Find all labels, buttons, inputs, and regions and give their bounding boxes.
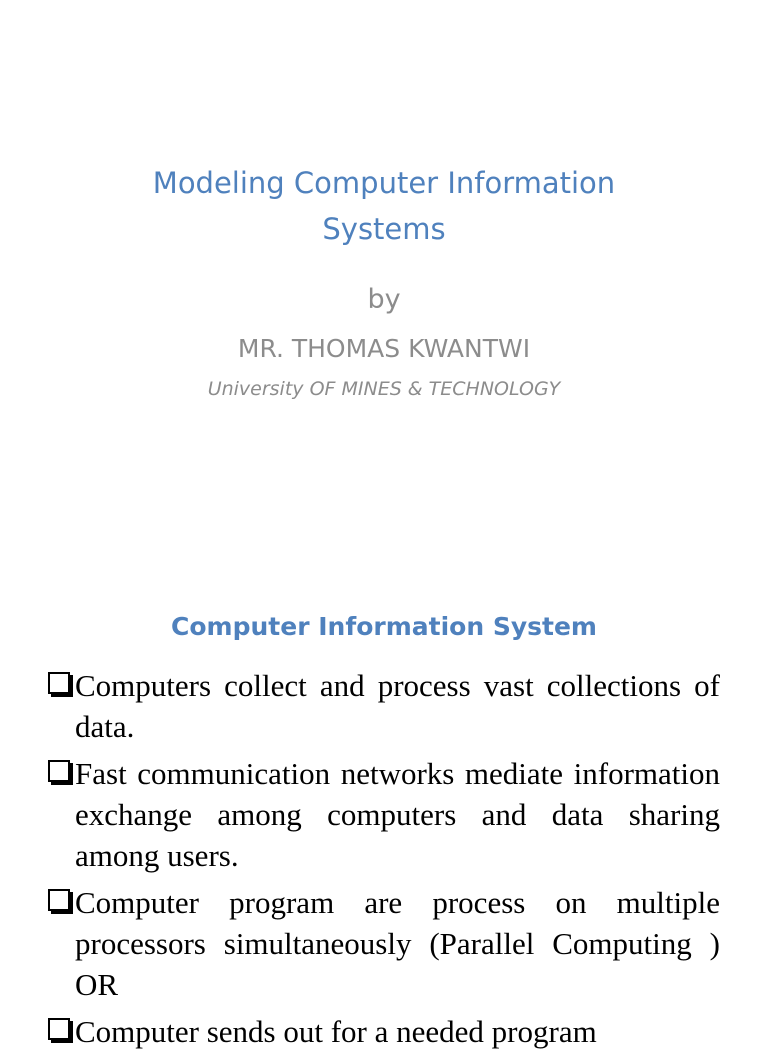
- bullet-text: Computers collect and process vast collections of data.: [75, 668, 720, 744]
- checkbox-square-icon: [48, 672, 70, 694]
- checkbox-square-icon: [48, 889, 70, 911]
- checkbox-square-icon: [48, 1018, 70, 1040]
- list-item: [46, 753, 720, 876]
- checkbox-square-icon: [48, 760, 70, 782]
- presentation-title: Modeling Computer Information Systems: [152, 166, 616, 246]
- bullet-list: [46, 665, 720, 1058]
- list-item: [46, 665, 720, 747]
- content-slide: [0, 520, 768, 1049]
- author-name: MR. THOMAS KWANTWI: [237, 334, 531, 363]
- list-item: [46, 1011, 720, 1052]
- title-slide: [0, 0, 768, 520]
- by-label: by: [367, 284, 401, 315]
- bullet-text: Computer program are process on multiple processors simultaneously (Parallel Computing ) OR: [75, 885, 720, 1002]
- bullet-text: Fast communication networks mediate information exchange among computers and data sharing among users.: [75, 756, 720, 873]
- institution-name: University OF MINES & TECHNOLOGY: [207, 378, 561, 400]
- section-heading: Computer Information System: [171, 612, 597, 641]
- bullet-text: Computer sends out for a needed program: [75, 1014, 597, 1049]
- list-item: [46, 882, 720, 1005]
